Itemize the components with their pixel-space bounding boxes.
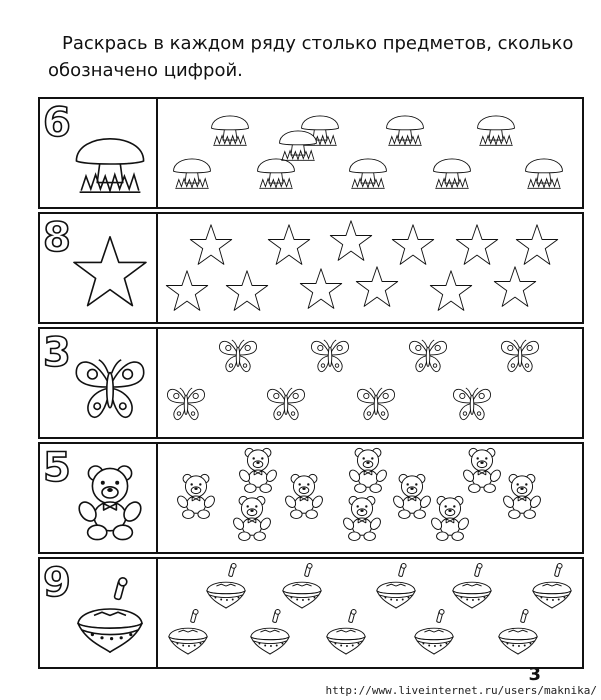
row-header bbox=[40, 99, 158, 207]
teddy-bear-icon bbox=[426, 494, 474, 542]
teddy-bear-icon bbox=[344, 446, 392, 494]
row-header bbox=[40, 214, 158, 322]
teddy-bear-icon bbox=[498, 472, 546, 520]
spinning-top-icon bbox=[322, 609, 370, 657]
teddy-bear-icon bbox=[280, 472, 328, 520]
star-icon bbox=[188, 222, 234, 268]
teddy-bear-icon bbox=[338, 494, 386, 542]
row-digit: 9 bbox=[43, 560, 71, 606]
star-icon bbox=[492, 264, 538, 310]
star-icon bbox=[390, 222, 436, 268]
butterfly-icon bbox=[498, 333, 542, 377]
row-items bbox=[158, 99, 582, 207]
butterfly-icon bbox=[308, 333, 352, 377]
teddy-bear-icon bbox=[234, 446, 282, 494]
mushroom-icon bbox=[170, 147, 214, 191]
butterfly-icon bbox=[164, 381, 208, 425]
row-header bbox=[40, 559, 158, 667]
row-items bbox=[158, 329, 582, 437]
star-icon bbox=[298, 266, 344, 312]
row-teddy-bears bbox=[38, 442, 584, 554]
row-digit: 3 bbox=[43, 330, 71, 376]
row-digit: 5 bbox=[43, 445, 71, 491]
mushroom-icon bbox=[474, 104, 518, 148]
butterfly-icon bbox=[216, 333, 260, 377]
star-icon bbox=[514, 222, 560, 268]
butterfly-icon bbox=[450, 381, 494, 425]
spinning-top-icon bbox=[448, 563, 496, 611]
star-icon bbox=[354, 264, 400, 310]
star-icon bbox=[328, 218, 374, 264]
row-spinning-tops bbox=[38, 557, 584, 669]
row-items bbox=[158, 444, 582, 552]
row-items bbox=[158, 214, 582, 322]
row-header bbox=[40, 444, 158, 552]
page-number: 3 bbox=[528, 664, 541, 685]
star-icon bbox=[164, 268, 210, 314]
star-icon bbox=[224, 268, 270, 314]
sample-mushroom-icon bbox=[70, 117, 150, 197]
row-digit: 8 bbox=[43, 215, 71, 261]
spinning-top-icon bbox=[278, 563, 326, 611]
mushroom-icon bbox=[430, 147, 474, 191]
sample-star-icon bbox=[70, 232, 150, 312]
butterfly-icon bbox=[406, 333, 450, 377]
spinning-top-icon bbox=[410, 609, 458, 657]
spinning-top-icon bbox=[164, 609, 212, 657]
worksheet-table bbox=[38, 97, 584, 670]
star-icon bbox=[266, 222, 312, 268]
star-icon bbox=[454, 222, 500, 268]
spinning-top-icon bbox=[494, 609, 542, 657]
row-stars bbox=[38, 212, 584, 324]
spinning-top-icon bbox=[372, 563, 420, 611]
teddy-bear-icon bbox=[228, 494, 276, 542]
row-mushrooms bbox=[38, 97, 584, 209]
sample-teddy-bear-icon bbox=[70, 462, 150, 542]
row-butterflies bbox=[38, 327, 584, 439]
spinning-top-icon bbox=[528, 563, 576, 611]
spinning-top-icon bbox=[246, 609, 294, 657]
butterfly-icon bbox=[354, 381, 398, 425]
butterfly-icon bbox=[264, 381, 308, 425]
row-digit: 6 bbox=[43, 100, 71, 146]
mushroom-icon bbox=[276, 119, 320, 163]
mushroom-icon bbox=[383, 104, 427, 148]
mushroom-icon bbox=[208, 104, 252, 148]
mushroom-icon bbox=[522, 147, 566, 191]
star-icon bbox=[428, 268, 474, 314]
sample-butterfly-icon bbox=[70, 347, 150, 427]
teddy-bear-icon bbox=[172, 472, 220, 520]
source-watermark: http://www.liveinternet.ru/users/maknika/ bbox=[325, 684, 597, 697]
row-items bbox=[158, 559, 582, 667]
spinning-top-icon bbox=[202, 563, 250, 611]
sample-spinning-top-icon bbox=[70, 577, 150, 657]
mushroom-icon bbox=[346, 147, 390, 191]
task-instruction: Раскрась в каждом ряду столько предметов, сколько обозначено цифрой. bbox=[48, 33, 574, 81]
row-header bbox=[40, 329, 158, 437]
